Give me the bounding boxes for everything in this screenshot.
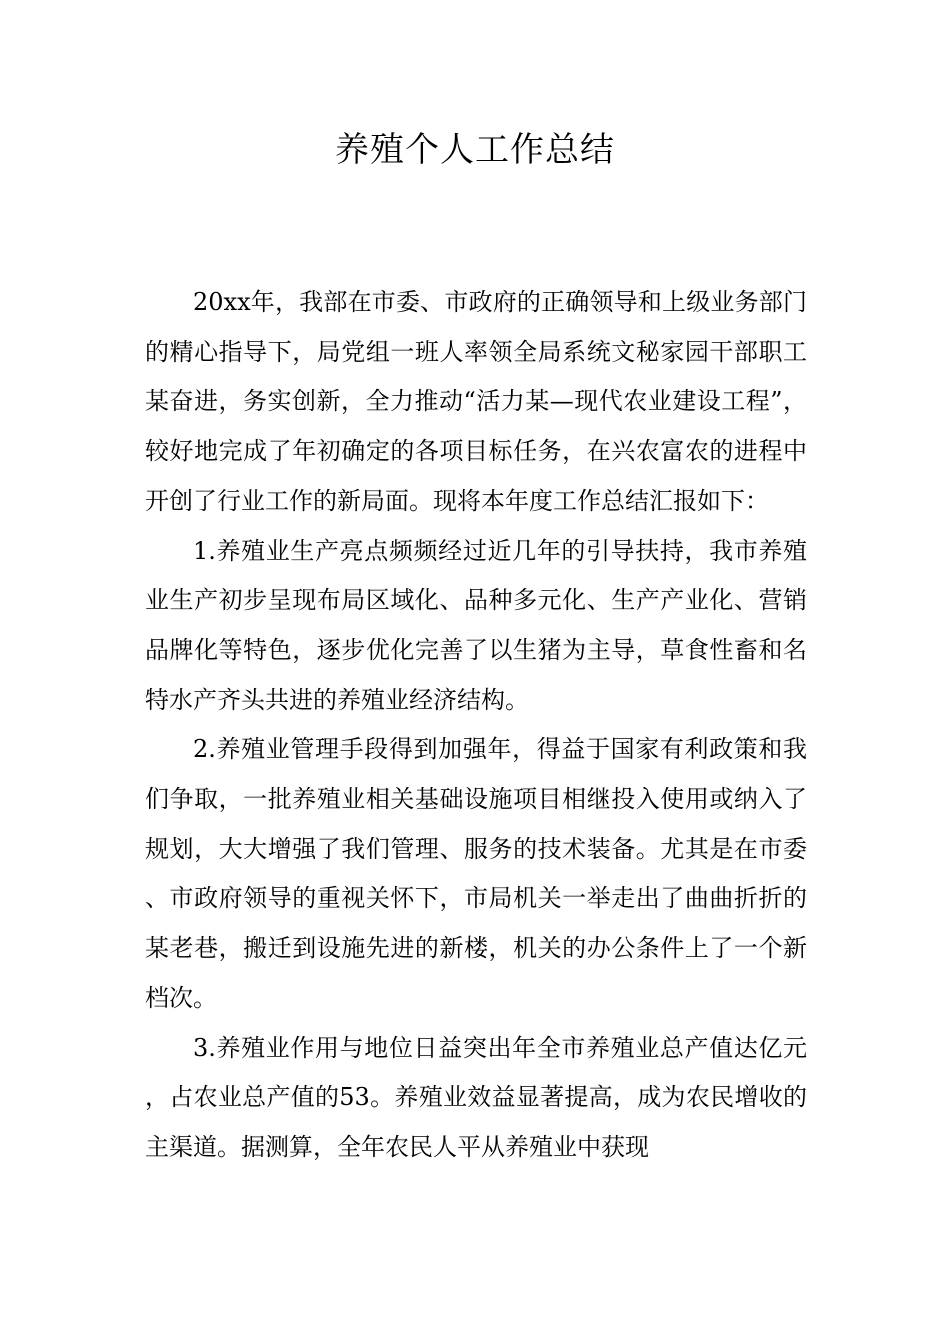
document-body — [145, 278, 807, 1173]
paragraph-item-2: 2.养殖业管理手段得到加强年，得益于国家有利政策和我们争取，一批养殖业相关基础设施项目相继投入使用或纳入了规划，大大增强了我们管理、服务的技术装备。尤其是在市委、市政府领导的重视关怀下，市局机关一举走出了曲曲折折的某老巷，搬迁到设施先进的新楼，机关的办公条件上了一个新档次。 — [145, 735, 807, 1012]
paragraph-item-1: 1.养殖业生产亮点频频经过近几年的引导扶持，我市养殖业生产初步呈现布局区域化、品种多元化、生产产业化、营销品牌化等特色，逐步优化完善了以生猪为主导，草食性畜和名特水产齐头共进的养殖业经济结构。 — [145, 536, 807, 714]
document-title: 养殖个人工作总结 — [335, 130, 615, 170]
paragraph-intro: 20xx年，我部在市委、市政府的正确领导和上级业务部门的精心指导下，局党组一班人率领全局系统文秘家园干部职工某奋进，务实创新，全力推动“活力某—现代农业建设工程”，较好地完成了年初确定的各项目标任务，在兴农富农的进程中开创了行业工作的新局面。现将本年度工作总结汇报如下： — [145, 288, 807, 515]
paragraph-item-3: 3.养殖业作用与地位日益突出年全市养殖业总产值达亿元，占农业总产值的53。养殖业效益显著提高，成为农民增收的主渠道。据测算，全年农民人平从养殖业中获现 — [145, 1033, 807, 1161]
